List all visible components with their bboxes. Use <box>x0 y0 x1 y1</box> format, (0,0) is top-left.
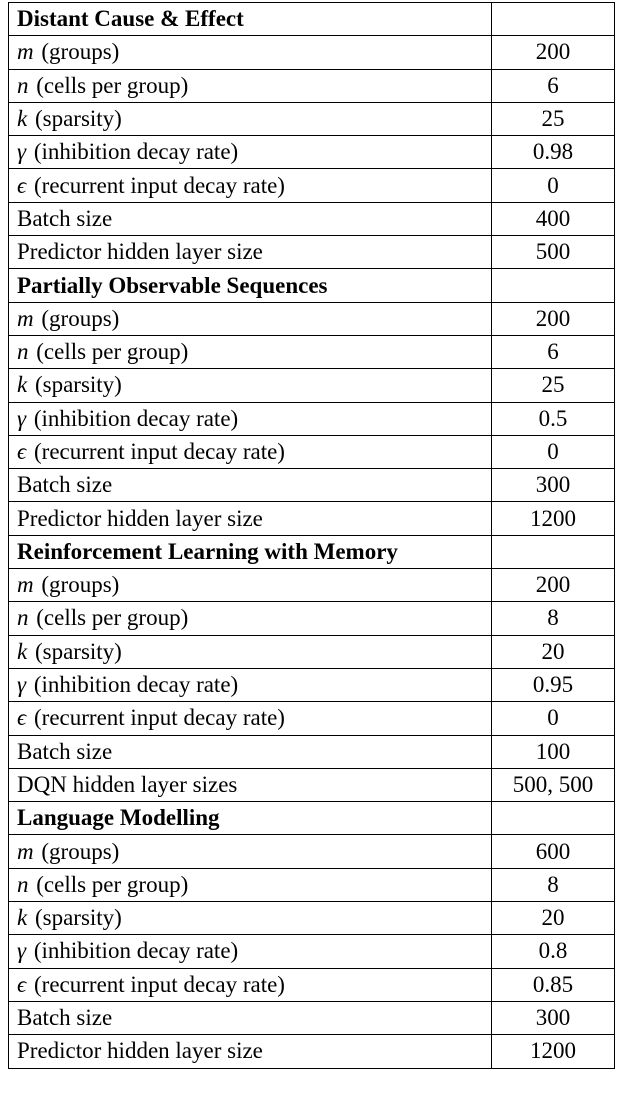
parameter-symbol: n <box>17 871 29 897</box>
parameter-label: (recurrent input decay rate) <box>34 971 285 997</box>
parameter-symbol: k <box>17 372 28 398</box>
parameter-value: 500 <box>492 236 615 269</box>
parameter-value: 0.98 <box>492 136 615 169</box>
parameter-symbol: ϵ <box>17 439 27 464</box>
parameter-name-cell <box>9 302 492 335</box>
parameter-value: 20 <box>492 635 615 668</box>
table-row <box>9 169 615 202</box>
parameter-label: (recurrent input decay rate) <box>34 172 285 198</box>
parameter-label: Predictor hidden layer size <box>17 1038 263 1064</box>
parameter-label: (groups) <box>41 572 120 598</box>
parameter-symbol: ϵ <box>17 971 27 997</box>
parameter-name-cell <box>9 69 492 102</box>
parameter-symbol: k <box>17 638 28 664</box>
parameter-label: (groups) <box>41 39 120 65</box>
parameter-name-cell <box>9 968 492 1001</box>
parameter-symbol: m <box>17 838 34 864</box>
table-row <box>9 735 615 768</box>
section-header-empty-cell <box>492 535 615 568</box>
parameter-label: (groups) <box>41 838 120 864</box>
table-row <box>9 69 615 102</box>
parameter-name-cell <box>9 369 492 402</box>
parameter-label: (cells per group) <box>36 605 189 631</box>
parameter-value: 400 <box>492 202 615 235</box>
parameter-symbol: m <box>17 572 34 598</box>
table-row <box>9 569 615 602</box>
table-row <box>9 36 615 69</box>
parameter-name-cell <box>9 136 492 169</box>
parameter-value: 8 <box>492 868 615 901</box>
parameter-label: (sparsity) <box>34 106 122 132</box>
section-header-distant-cause-effect <box>9 3 615 36</box>
parameter-name-cell <box>9 868 492 901</box>
parameter-label: (recurrent input decay rate) <box>34 705 285 731</box>
parameter-label: Batch size <box>17 1005 113 1031</box>
parameter-value: 0.95 <box>492 668 615 701</box>
parameter-label: (inhibition decay rate) <box>33 938 239 964</box>
section-title: Partially Observable Sequences <box>9 269 492 302</box>
parameter-name-cell <box>9 335 492 368</box>
parameter-label: (recurrent input decay rate) <box>34 439 285 464</box>
parameter-value: 1200 <box>492 502 615 535</box>
parameter-name-cell <box>9 935 492 968</box>
section-header-language-modelling <box>9 802 615 835</box>
parameter-value: 300 <box>492 1001 615 1034</box>
parameter-value: 25 <box>492 102 615 135</box>
parameter-symbol: k <box>17 905 28 931</box>
table-row <box>9 1001 615 1034</box>
parameter-value: 200 <box>492 569 615 602</box>
table-row <box>9 968 615 1001</box>
parameter-label: (sparsity) <box>34 638 122 664</box>
parameter-name-cell <box>9 202 492 235</box>
section-header-empty-cell <box>492 3 615 36</box>
parameter-value: 6 <box>492 69 615 102</box>
parameter-name-cell <box>9 569 492 602</box>
table-row <box>9 202 615 235</box>
table-row <box>9 236 615 269</box>
parameter-symbol: ϵ <box>17 705 27 731</box>
parameter-value: 0.8 <box>492 935 615 968</box>
parameter-symbol: n <box>17 72 29 98</box>
parameter-symbol: n <box>17 339 29 365</box>
parameter-symbol: m <box>17 39 34 65</box>
parameter-name-cell <box>9 668 492 701</box>
table-row <box>9 335 615 368</box>
parameter-symbol: ϵ <box>17 172 27 198</box>
table-row <box>9 136 615 169</box>
table-row <box>9 369 615 402</box>
parameter-value: 100 <box>492 735 615 768</box>
parameter-value: 6 <box>492 335 615 368</box>
parameter-name-cell <box>9 902 492 935</box>
parameter-value: 500, 500 <box>492 768 615 801</box>
parameter-name-cell <box>9 469 492 502</box>
parameter-label: (cells per group) <box>36 72 189 98</box>
section-header-partially-observable-sequences <box>9 269 615 302</box>
section-title: Language Modelling <box>9 802 492 835</box>
parameter-name-cell <box>9 1035 492 1068</box>
table-row <box>9 935 615 968</box>
parameter-symbol: γ <box>17 139 27 165</box>
section-header-reinforcement-learning-with-memory <box>9 535 615 568</box>
parameter-label: Batch size <box>17 472 113 498</box>
parameter-value: 25 <box>492 369 615 402</box>
parameter-symbol: m <box>17 305 34 331</box>
parameter-name-cell <box>9 435 492 468</box>
section-header-empty-cell <box>492 802 615 835</box>
parameter-name-cell <box>9 702 492 735</box>
parameter-label: Batch size <box>17 205 113 231</box>
parameter-name-cell <box>9 169 492 202</box>
table-row <box>9 435 615 468</box>
hyperparameter-table <box>8 2 615 1069</box>
parameter-value: 0 <box>492 435 615 468</box>
parameter-name-cell <box>9 768 492 801</box>
parameter-value: 0.5 <box>492 402 615 435</box>
parameter-label: (sparsity) <box>34 372 122 398</box>
table-row <box>9 402 615 435</box>
parameter-label: (sparsity) <box>34 905 122 931</box>
parameter-label: (cells per group) <box>36 339 189 365</box>
table-row <box>9 635 615 668</box>
parameter-label: (inhibition decay rate) <box>33 139 239 165</box>
table-row <box>9 668 615 701</box>
parameter-symbol: k <box>17 106 28 132</box>
parameter-name-cell <box>9 36 492 69</box>
table-row <box>9 702 615 735</box>
parameter-label: (inhibition decay rate) <box>33 672 239 698</box>
parameter-name-cell <box>9 236 492 269</box>
parameter-value: 300 <box>492 469 615 502</box>
table-row <box>9 1035 615 1068</box>
table-row <box>9 835 615 868</box>
parameter-label: (cells per group) <box>36 871 189 897</box>
table-row <box>9 102 615 135</box>
parameter-label: Batch size <box>17 738 113 764</box>
parameter-name-cell <box>9 602 492 635</box>
table-row <box>9 302 615 335</box>
parameter-value: 200 <box>492 36 615 69</box>
section-title: Distant Cause & Effect <box>9 3 492 36</box>
parameter-name-cell <box>9 1001 492 1034</box>
parameter-symbol: n <box>17 605 29 631</box>
parameter-value: 600 <box>492 835 615 868</box>
parameter-value: 1200 <box>492 1035 615 1068</box>
parameter-name-cell <box>9 102 492 135</box>
parameter-name-cell <box>9 635 492 668</box>
parameter-name-cell <box>9 835 492 868</box>
parameter-value: 0.85 <box>492 968 615 1001</box>
parameter-name-cell <box>9 502 492 535</box>
parameter-value: 0 <box>492 169 615 202</box>
table-row <box>9 768 615 801</box>
parameter-label: Predictor hidden layer size <box>17 505 263 531</box>
table-body <box>9 3 615 1069</box>
parameter-name-cell <box>9 402 492 435</box>
parameter-value: 200 <box>492 302 615 335</box>
table-row <box>9 602 615 635</box>
parameter-value: 0 <box>492 702 615 735</box>
table-row <box>9 868 615 901</box>
parameter-label: DQN hidden layer sizes <box>17 771 238 797</box>
parameter-symbol: γ <box>17 938 27 964</box>
parameter-label: (inhibition decay rate) <box>33 405 239 431</box>
parameter-label: (groups) <box>41 305 120 331</box>
table-row <box>9 469 615 502</box>
parameter-symbol: γ <box>17 405 27 431</box>
section-title: Reinforcement Learning with Memory <box>9 535 492 568</box>
parameter-name-cell <box>9 735 492 768</box>
table-row <box>9 902 615 935</box>
parameter-value: 20 <box>492 902 615 935</box>
parameter-symbol: γ <box>17 672 27 698</box>
parameter-value: 8 <box>492 602 615 635</box>
parameter-label: Predictor hidden layer size <box>17 239 263 265</box>
section-header-empty-cell <box>492 269 615 302</box>
table-row <box>9 502 615 535</box>
